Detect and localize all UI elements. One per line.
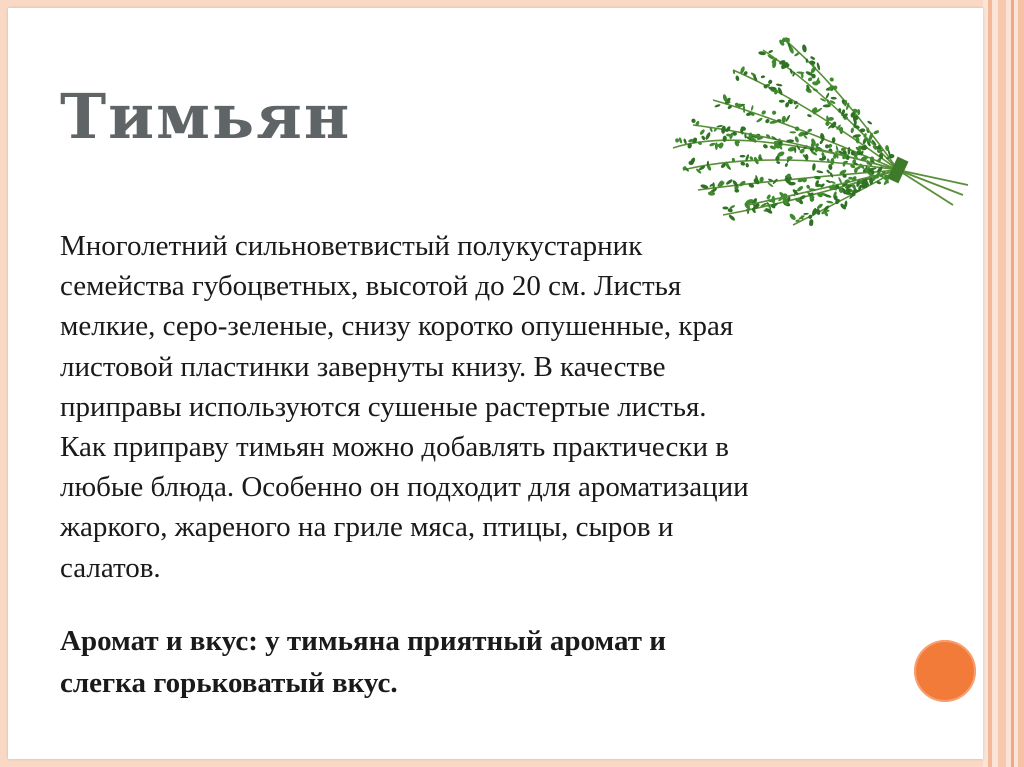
stripe [988, 0, 992, 767]
body-line: листовой пластинки завернуты книзу. В качестве [60, 350, 666, 383]
body-line: любые блюда. Особенно он подходит для ароматизации [60, 471, 749, 504]
bold-line: Аромат и вкус: у тимьяна приятный аромат и [60, 625, 666, 657]
orange-circle-decoration [914, 640, 976, 702]
bold-line: слегка горьковатый вкус. [60, 667, 398, 699]
right-stripe-decoration [983, 0, 1024, 767]
body-line: Многолетний сильноветвистый полукустарник [60, 230, 643, 262]
body-line: жаркого, жареного на гриле мяса, птицы, сыров и [60, 511, 674, 544]
stripe [998, 0, 1006, 767]
stripe [1018, 0, 1024, 767]
aroma-taste-paragraph [60, 620, 920, 704]
body-line: салатов. [60, 551, 161, 584]
body-paragraph [60, 226, 920, 588]
body-line: семейства губоцветных, высотой до 20 см. Листья [60, 270, 682, 303]
slide-title: Тимьян [60, 80, 352, 153]
stripe [1011, 0, 1014, 767]
body-line: мелкие, серо-зеленые, снизу коротко опушенные, края [60, 310, 734, 343]
body-line: приправы используются сушеные растертые листья. [60, 390, 707, 423]
body-line: Как приправу тимьян можно добавлять практически в [60, 431, 729, 464]
thyme-bunch-icon [653, 30, 973, 235]
slide [8, 8, 983, 759]
